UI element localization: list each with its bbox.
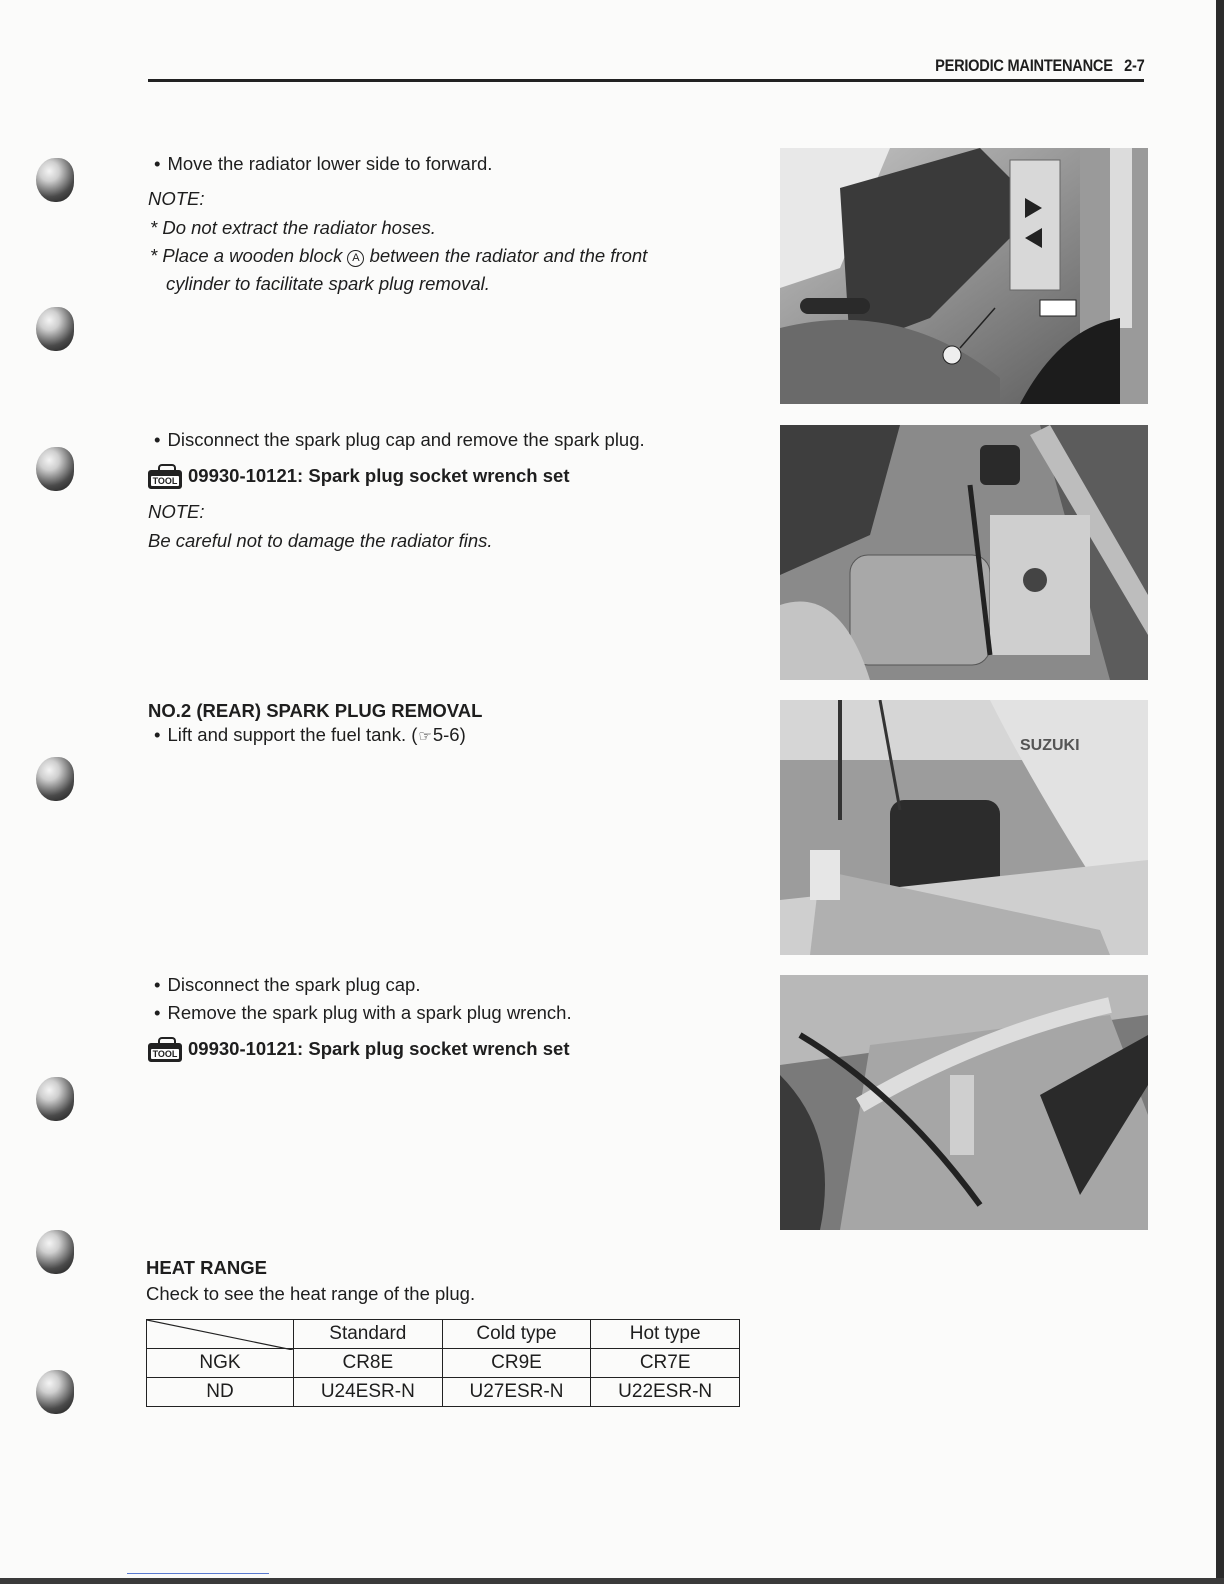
header-text: [935, 56, 1144, 76]
binder-hole: [36, 757, 74, 801]
tool-box-icon: TOOL: [148, 1043, 182, 1062]
header-rule: [148, 79, 1144, 82]
binder-hole: [36, 1077, 74, 1121]
tool-box-icon: TOOL: [148, 470, 182, 489]
table-row: [147, 1349, 740, 1378]
page-edge: [0, 1578, 1224, 1584]
column-header: Hot type: [591, 1320, 740, 1349]
scan-mark: [127, 1573, 269, 1574]
step-lift-tank: [154, 723, 466, 748]
binder-hole: [36, 1370, 74, 1414]
photo-label: SUZUKI: [1020, 737, 1080, 754]
photo-radiator-block: [780, 148, 1148, 404]
reference-pointer-icon: ☞: [418, 728, 432, 745]
page-number: 2-7: [1123, 56, 1144, 75]
table-cell: U24ESR-N: [294, 1378, 443, 1407]
note-text: Be careful not to damage the radiator fins.: [148, 530, 493, 551]
page-edge: [1216, 0, 1224, 1584]
row-label: NGK: [147, 1349, 294, 1378]
table-cell: U27ESR-N: [442, 1378, 591, 1407]
column-header: Cold type: [442, 1320, 591, 1349]
note-item: [150, 244, 750, 267]
binder-hole: [36, 307, 74, 351]
step-disconnect-cap: • Disconnect the spark plug cap and remove the spark plug.: [154, 428, 645, 451]
tool-text: 09930-10121: Spark plug socket wrench set: [188, 465, 570, 486]
photo-fuel-tank: [780, 700, 1148, 955]
section-heading: NO.2 (REAR) SPARK PLUG REMOVAL: [148, 700, 483, 721]
table-cell: U22ESR-N: [591, 1378, 740, 1407]
note-item: * Do not extract the radiator hoses.: [150, 217, 436, 238]
step-remove-plug: • Remove the spark plug with a spark plug wrench.: [154, 1001, 572, 1024]
table-cell: CR9E: [442, 1349, 591, 1378]
heat-range-intro: Check to see the heat range of the plug.: [146, 1283, 476, 1304]
step-reference: 5-6): [432, 724, 466, 745]
table-corner-cell: [147, 1320, 294, 1349]
binder-hole: [36, 158, 74, 202]
note-text: * Place a wooden block: [150, 245, 343, 266]
note-label: NOTE:: [148, 501, 205, 522]
note-label: NOTE:: [148, 188, 205, 209]
page-header: [148, 52, 1144, 82]
binder-hole: [36, 1230, 74, 1274]
special-tool: [148, 464, 570, 489]
step-disconnect-cap-rear: • Disconnect the spark plug cap.: [154, 973, 420, 996]
table-cell: CR7E: [591, 1349, 740, 1378]
heat-range-table: [146, 1319, 740, 1407]
special-tool: [148, 1037, 570, 1062]
note-item-cont: cylinder to facilitate spark plug removal.: [166, 273, 490, 294]
table-cell: CR8E: [294, 1349, 443, 1378]
section-heading: HEAT RANGE: [146, 1257, 267, 1278]
section-title: PERIODIC MAINTENANCE: [934, 56, 1113, 75]
photo-spark-plug-front: [780, 425, 1148, 680]
column-header: Standard: [294, 1320, 443, 1349]
tool-text: 09930-10121: Spark plug socket wrench set: [188, 1038, 570, 1059]
table-header-row: [147, 1320, 740, 1349]
binder-hole: [36, 447, 74, 491]
step-text: • Lift and support the fuel tank. (: [154, 724, 417, 745]
row-label: ND: [147, 1378, 294, 1407]
table-row: [147, 1378, 740, 1407]
callout-marker: A: [347, 250, 364, 267]
note-text: between the radiator and the front: [369, 245, 648, 266]
photo-spark-plug-rear: [780, 975, 1148, 1230]
step-move-radiator: • Move the radiator lower side to forward.: [154, 152, 492, 175]
